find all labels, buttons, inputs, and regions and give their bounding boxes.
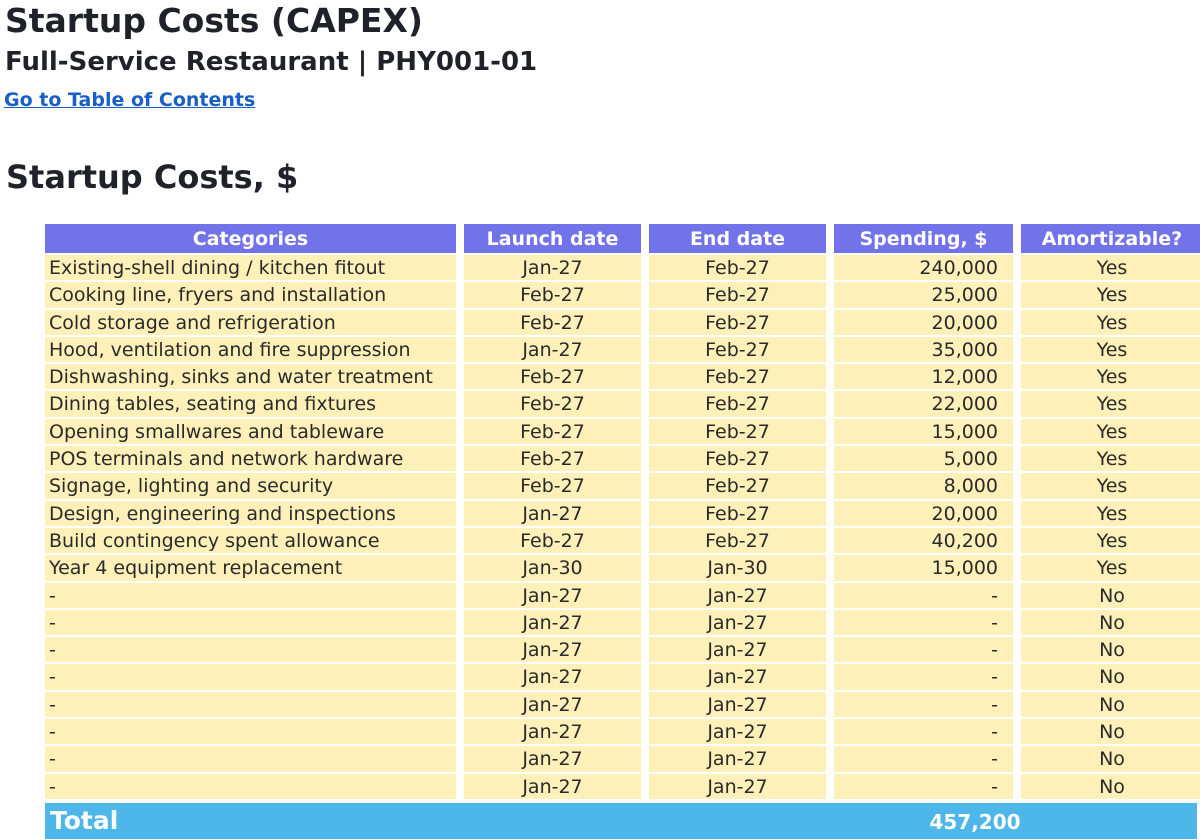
section-title: Startup Costs, $ bbox=[6, 158, 299, 196]
cell-spending: 20,000 bbox=[834, 501, 1013, 526]
table-row bbox=[45, 774, 1200, 799]
cell-category: - bbox=[45, 774, 456, 799]
cell-amortizable: Yes bbox=[1021, 337, 1200, 362]
cell-amortizable: Yes bbox=[1021, 391, 1200, 416]
cell-amortizable: Yes bbox=[1021, 255, 1200, 280]
cell-spending: - bbox=[834, 610, 1013, 635]
cell-end-date: Jan-30 bbox=[649, 555, 826, 580]
cell-end-date: Jan-27 bbox=[649, 774, 826, 799]
cell-category: Build contingency spent allowance bbox=[45, 528, 456, 553]
cell-category: - bbox=[45, 637, 456, 662]
cell-category: Cold storage and refrigeration bbox=[45, 310, 456, 335]
page-subtitle: Full-Service Restaurant | PHY001-01 bbox=[5, 47, 538, 77]
cell-spending: 12,000 bbox=[834, 364, 1013, 389]
cell-spending: 15,000 bbox=[834, 419, 1013, 444]
cell-spending: 25,000 bbox=[834, 282, 1013, 307]
total-label: Total bbox=[50, 806, 119, 835]
cell-launch-date: Feb-27 bbox=[464, 391, 641, 416]
cell-launch-date: Feb-27 bbox=[464, 446, 641, 471]
cell-end-date: Feb-27 bbox=[649, 501, 826, 526]
table-row bbox=[45, 719, 1200, 744]
cell-category: Signage, lighting and security bbox=[45, 473, 456, 498]
table-row bbox=[45, 391, 1200, 416]
cell-spending: 20,000 bbox=[834, 310, 1013, 335]
cell-end-date: Feb-27 bbox=[649, 337, 826, 362]
table-row bbox=[45, 337, 1200, 362]
cell-launch-date: Feb-27 bbox=[464, 473, 641, 498]
header-amortizable: Amortizable? bbox=[1021, 224, 1200, 253]
cell-amortizable: No bbox=[1021, 692, 1200, 717]
cell-amortizable: Yes bbox=[1021, 473, 1200, 498]
cell-end-date: Feb-27 bbox=[649, 473, 826, 498]
cell-launch-date: Jan-27 bbox=[464, 583, 641, 608]
page-title: Startup Costs (CAPEX) bbox=[5, 1, 423, 40]
cell-spending: 240,000 bbox=[834, 255, 1013, 280]
cell-category: Dishwashing, sinks and water treatment bbox=[45, 364, 456, 389]
cell-amortizable: Yes bbox=[1021, 555, 1200, 580]
cell-launch-date: Feb-27 bbox=[464, 364, 641, 389]
cell-amortizable: Yes bbox=[1021, 419, 1200, 444]
table-row bbox=[45, 419, 1200, 444]
header-end-date: End date bbox=[649, 224, 826, 253]
table-row bbox=[45, 310, 1200, 335]
cell-launch-date: Jan-27 bbox=[464, 719, 641, 744]
cell-end-date: Jan-27 bbox=[649, 746, 826, 771]
cell-spending: - bbox=[834, 583, 1013, 608]
cell-category: Dining tables, seating and fixtures bbox=[45, 391, 456, 416]
cell-category: - bbox=[45, 746, 456, 771]
table-row bbox=[45, 364, 1200, 389]
cell-spending: - bbox=[834, 774, 1013, 799]
table-row bbox=[45, 255, 1200, 280]
cell-launch-date: Feb-27 bbox=[464, 419, 641, 444]
cell-amortizable: No bbox=[1021, 719, 1200, 744]
cell-spending: 8,000 bbox=[834, 473, 1013, 498]
cell-end-date: Feb-27 bbox=[649, 255, 826, 280]
cell-category: Year 4 equipment replacement bbox=[45, 555, 456, 580]
cell-spending: - bbox=[834, 664, 1013, 689]
cell-amortizable: Yes bbox=[1021, 501, 1200, 526]
cell-end-date: Jan-27 bbox=[649, 583, 826, 608]
cell-amortizable: Yes bbox=[1021, 364, 1200, 389]
cell-category: - bbox=[45, 719, 456, 744]
cell-launch-date: Feb-27 bbox=[464, 528, 641, 553]
table-row bbox=[45, 446, 1200, 471]
cell-spending: 5,000 bbox=[834, 446, 1013, 471]
cell-spending: - bbox=[834, 719, 1013, 744]
cell-launch-date: Feb-27 bbox=[464, 282, 641, 307]
cell-category: - bbox=[45, 664, 456, 689]
cell-launch-date: Feb-27 bbox=[464, 310, 641, 335]
startup-costs-table bbox=[45, 224, 1200, 799]
cell-spending: 40,200 bbox=[834, 528, 1013, 553]
cell-end-date: Feb-27 bbox=[649, 419, 826, 444]
cell-launch-date: Jan-27 bbox=[464, 664, 641, 689]
cell-amortizable: No bbox=[1021, 583, 1200, 608]
cell-category: - bbox=[45, 692, 456, 717]
cell-category: Existing-shell dining / kitchen fitout bbox=[45, 255, 456, 280]
table-row bbox=[45, 692, 1200, 717]
cell-category: POS terminals and network hardware bbox=[45, 446, 456, 471]
cell-end-date: Feb-27 bbox=[649, 282, 826, 307]
cell-launch-date: Jan-30 bbox=[464, 555, 641, 580]
cell-launch-date: Jan-27 bbox=[464, 610, 641, 635]
table-row bbox=[45, 637, 1200, 662]
cell-end-date: Jan-27 bbox=[649, 664, 826, 689]
cell-spending: - bbox=[834, 637, 1013, 662]
cell-amortizable: Yes bbox=[1021, 446, 1200, 471]
cell-launch-date: Jan-27 bbox=[464, 501, 641, 526]
cell-category: Cooking line, fryers and installation bbox=[45, 282, 456, 307]
cell-launch-date: Jan-27 bbox=[464, 637, 641, 662]
cell-end-date: Feb-27 bbox=[649, 391, 826, 416]
table-body bbox=[45, 255, 1200, 799]
cell-end-date: Feb-27 bbox=[649, 364, 826, 389]
cell-end-date: Feb-27 bbox=[649, 310, 826, 335]
cell-amortizable: Yes bbox=[1021, 310, 1200, 335]
header-categories: Categories bbox=[45, 224, 456, 253]
cell-category: Opening smallwares and tableware bbox=[45, 419, 456, 444]
table-row bbox=[45, 555, 1200, 580]
table-row bbox=[45, 528, 1200, 553]
table-row bbox=[45, 501, 1200, 526]
cell-category: Hood, ventilation and fire suppression bbox=[45, 337, 456, 362]
cell-category: - bbox=[45, 583, 456, 608]
cell-end-date: Feb-27 bbox=[649, 528, 826, 553]
cell-amortizable: No bbox=[1021, 774, 1200, 799]
cell-amortizable: Yes bbox=[1021, 528, 1200, 553]
table-header-row bbox=[45, 224, 1200, 253]
table-row bbox=[45, 282, 1200, 307]
cell-end-date: Jan-27 bbox=[649, 692, 826, 717]
cell-launch-date: Jan-27 bbox=[464, 692, 641, 717]
cell-launch-date: Jan-27 bbox=[464, 774, 641, 799]
table-row bbox=[45, 583, 1200, 608]
cell-launch-date: Jan-27 bbox=[464, 337, 641, 362]
cell-spending: - bbox=[834, 746, 1013, 771]
cell-spending: 22,000 bbox=[834, 391, 1013, 416]
cell-category: - bbox=[45, 610, 456, 635]
header-spending: Spending, $ bbox=[834, 224, 1013, 253]
cell-amortizable: Yes bbox=[1021, 282, 1200, 307]
table-row bbox=[45, 664, 1200, 689]
cell-spending: - bbox=[834, 692, 1013, 717]
cell-end-date: Jan-27 bbox=[649, 637, 826, 662]
table-row bbox=[45, 473, 1200, 498]
cell-end-date: Jan-27 bbox=[649, 610, 826, 635]
cell-category: Design, engineering and inspections bbox=[45, 501, 456, 526]
total-value: 457,200 bbox=[929, 810, 1021, 834]
cell-amortizable: No bbox=[1021, 746, 1200, 771]
cell-amortizable: No bbox=[1021, 610, 1200, 635]
total-row bbox=[45, 803, 1197, 839]
toc-link[interactable]: Go to Table of Contents bbox=[4, 89, 256, 111]
cell-amortizable: No bbox=[1021, 637, 1200, 662]
table-row bbox=[45, 746, 1200, 771]
cell-spending: 35,000 bbox=[834, 337, 1013, 362]
cell-amortizable: No bbox=[1021, 664, 1200, 689]
cell-end-date: Feb-27 bbox=[649, 446, 826, 471]
cell-end-date: Jan-27 bbox=[649, 719, 826, 744]
table-row bbox=[45, 610, 1200, 635]
cell-spending: 15,000 bbox=[834, 555, 1013, 580]
header-launch-date: Launch date bbox=[464, 224, 641, 253]
cell-launch-date: Jan-27 bbox=[464, 255, 641, 280]
cell-launch-date: Jan-27 bbox=[464, 746, 641, 771]
